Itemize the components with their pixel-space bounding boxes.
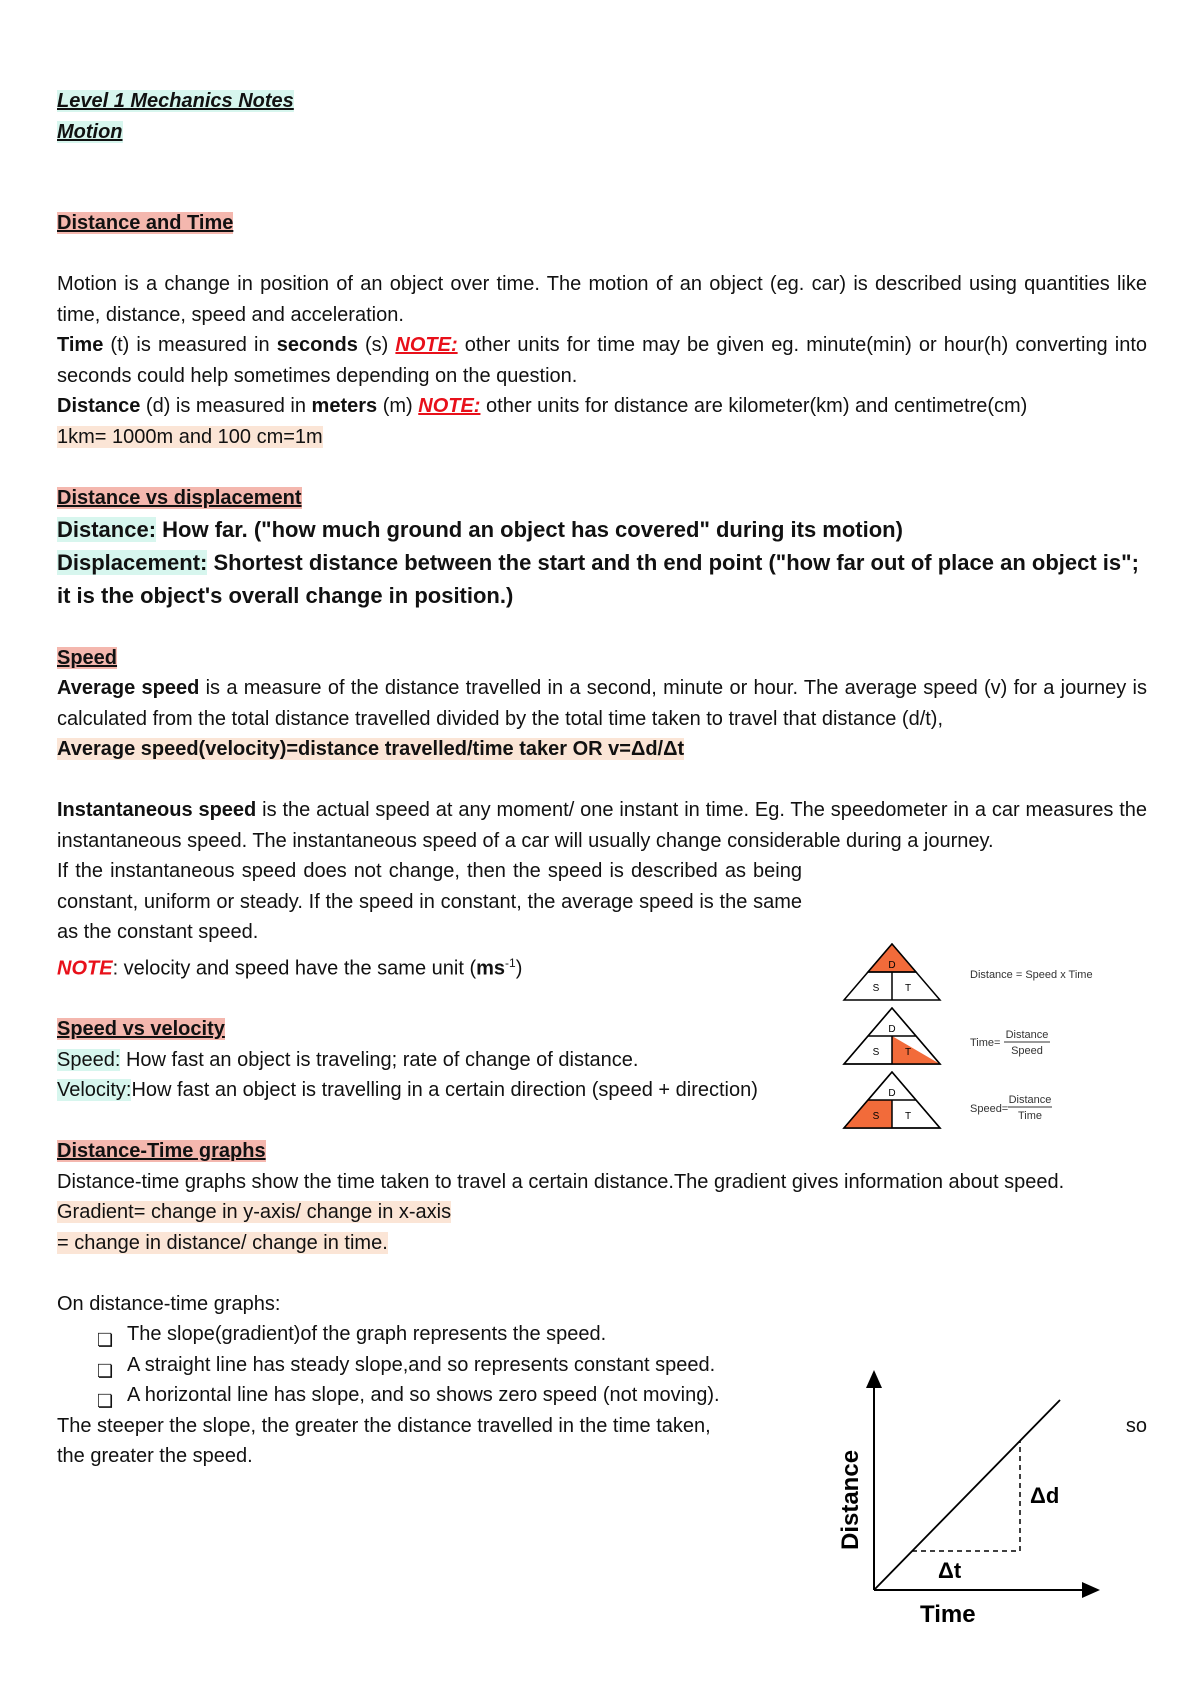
speed-formula: Average speed(velocity)=distance travelled/time taker OR v=Δd/Δt: [57, 738, 685, 760]
graphs-intro: Distance-time graphs show the time taken to travel a certain distance.The gradient gives information about speed.: [57, 1170, 1065, 1193]
svg-text:S: S: [872, 1047, 880, 1058]
heading-displacement: Distance vs displacement: [57, 486, 302, 509]
steeper-paragraph-end: the greater the speed.: [57, 1445, 253, 1468]
list-intro: On distance-time graphs:: [57, 1292, 281, 1315]
heading-velocity: Speed vs velocity: [57, 1018, 225, 1041]
list-item: ❏ A horizontal line has slope, and so shows zero speed (not moving).: [97, 1380, 1147, 1411]
triangle-label-d: D: [888, 960, 896, 971]
doc-title: Level 1 Mechanics Notes: [57, 90, 294, 112]
distance-paragraph: Distance (d) is measured in meters (m) NOTE: other units for distance are kilometer(km) and centimetre(cm): [57, 395, 1028, 417]
svg-text:D: D: [888, 1088, 896, 1099]
document-page: [57, 86, 1147, 1472]
triangle-label-t: T: [904, 983, 912, 994]
gradient-line-1: Gradient= change in y-axis/ change in x-axis: [57, 1201, 452, 1224]
heading-speed: Speed: [57, 646, 118, 669]
svg-text:Time=: Time=: [970, 1037, 1001, 1049]
triangle-distance: [844, 944, 940, 1000]
svg-text:Distance: Distance: [1008, 1094, 1052, 1106]
equation-speed: [970, 1094, 1052, 1122]
delta-d-label: Δd: [1030, 1483, 1060, 1508]
note-label: NOTE:: [395, 334, 458, 356]
equation-distance: Distance = Speed x Time: [970, 969, 1093, 981]
svg-text:Distance: Distance: [1005, 1029, 1049, 1041]
svg-text:Speed: Speed: [1011, 1045, 1043, 1057]
graph-ylabel: Distance: [837, 1449, 864, 1550]
time-paragraph: Time (t) is measured in seconds (s) NOTE: other units for time may be given eg. minute(min) or hour(h) converting into seconds could help sometimes depending on the question.: [57, 334, 1147, 387]
triangle-label-s: S: [872, 983, 880, 994]
unit-conversion: 1km= 1000m and 100 cm=1m: [57, 425, 323, 448]
note-label: NOTE:: [418, 395, 481, 417]
unit-note: NOTE: velocity and speed have the same unit $(ms^{-1})$: [57, 955, 523, 980]
svg-text:D: D: [888, 1024, 896, 1035]
svg-text:Speed=: Speed=: [970, 1103, 1009, 1115]
displacement-definition: Displacement: Shortest distance between the start and th end point ("how far out of place an object is"; it is the object's overall change in position.): [57, 550, 1139, 608]
list-item: ❏ The slope(gradient)of the graph represents the speed.: [97, 1319, 1147, 1350]
delta-t-label: Δt: [938, 1558, 962, 1583]
list-item: ❏ A straight line has steady slope,and so represents constant speed.: [97, 1350, 1147, 1381]
graph-xlabel: Time: [920, 1601, 976, 1628]
motion-intro: Motion is a change in position of an object over time. The motion of an object (eg. car) is described using quantities like time, distance, speed and acceleration.: [57, 273, 1147, 326]
equation-time: [970, 1029, 1050, 1057]
gradient-line-2: = change in distance/ change in time.: [57, 1231, 388, 1254]
triangle-speed: [844, 1072, 940, 1128]
doc-subtitle: Motion: [57, 120, 123, 143]
constant-speed-paragraph: If the instantaneous speed does not change, then the speed is described as being constant, uniform or steady. If the speed in constant, the average speed is the same as the constant speed.: [57, 860, 802, 943]
svg-text:T: T: [904, 1047, 912, 1058]
speed-distance-time-triangles: [840, 940, 1170, 1140]
svg-text:Time: Time: [1017, 1110, 1043, 1122]
svg-text:S: S: [872, 1111, 880, 1122]
steeper-paragraph: The steeper the slope, the greater the distance travelled in the time taken, so: [57, 1414, 1147, 1437]
instantaneous-speed-paragraph: Instantaneous speed is the actual speed at any moment/ one instant in time. Eg. The speedometer in a car measures the instantaneous speed. The instantaneous speed of a car will usually change considerable during a journey.: [57, 799, 1148, 852]
checkbox-bullet-icon: ❏: [97, 1391, 114, 1412]
velocity-definition: Velocity:How fast an object is travelling in a certain direction (speed + direction): [57, 1079, 758, 1102]
speed-definition: Speed: How fast an object is traveling; rate of change of distance.: [57, 1048, 639, 1071]
distance-time-graph: [830, 1370, 1100, 1630]
checkbox-bullet-icon: ❏: [97, 1330, 114, 1351]
svg-text:T: T: [904, 1111, 912, 1122]
triangle-time: [844, 1008, 940, 1064]
checkbox-bullet-icon: ❏: [97, 1360, 114, 1381]
distance-definition: Distance: How far. ("how much ground an object has covered" during its motion): [57, 517, 903, 542]
heading-distance-time: Distance and Time: [57, 212, 234, 234]
average-speed-paragraph: Average speed is a measure of the distance travelled in a second, minute or hour. The average speed (v) for a journey is calculated from the total distance travelled divided by the total time taken to travel that distance (d/t),: [57, 677, 1147, 730]
heading-graphs: Distance-Time graphs: [57, 1140, 266, 1163]
